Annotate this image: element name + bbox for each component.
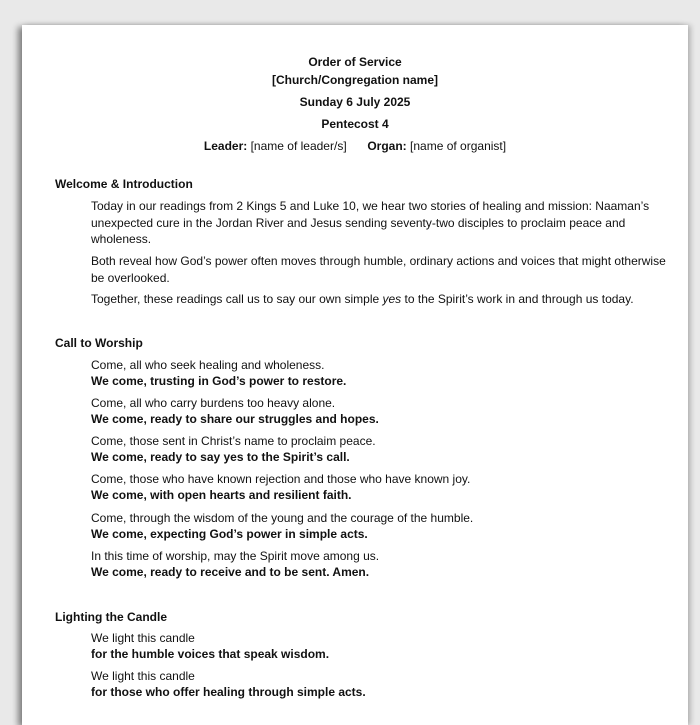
section-title-welcome: Welcome & Introduction xyxy=(55,177,193,191)
staff-line xyxy=(22,139,688,153)
leader-line: Come, those sent in Christ’s name to proclaim peace. xyxy=(91,434,376,448)
leader-line: In this time of worship, may the Spirit move among us. xyxy=(91,549,380,563)
people-response: We come, ready to receive and to be sent. Amen. xyxy=(91,565,370,579)
people-response: We come, with open hearts and resilient faith. xyxy=(91,488,352,502)
leader-value: [name of leader/s] xyxy=(250,139,347,153)
section-title-call-to-worship: Call to Worship xyxy=(55,336,143,350)
service-date: Sunday 6 July 2025 xyxy=(299,95,411,109)
welcome-p3-emphasis: yes xyxy=(382,292,402,306)
leader-line: We light this candle xyxy=(91,669,195,683)
document-page xyxy=(22,25,688,725)
people-response: We come, expecting God’s power in simple acts. xyxy=(91,527,368,541)
leader-line: Come, all who seek healing and wholeness. xyxy=(91,358,325,372)
welcome-paragraph-3 xyxy=(91,291,671,308)
leader-line: We light this candle xyxy=(91,631,195,645)
leader-line: Come, those who have known rejection and those who have known joy. xyxy=(91,472,471,486)
welcome-paragraph-1: Today in our readings from 2 Kings 5 and Luke 10, we hear two stories of healing and mission: Naaman’s unexpected cure in the Jordan River and Jesus sending seventy-two disciples to proclaim peace and wholeness. xyxy=(91,199,650,246)
welcome-paragraph-2: Both reveal how God’s power often moves through humble, ordinary actions and voices that might otherwise be overlooked. xyxy=(91,254,666,285)
leader-line: Come, through the wisdom of the young and the courage of the humble. xyxy=(91,511,474,525)
organ-value: [name of organist] xyxy=(410,139,507,153)
people-response: We come, trusting in God’s power to restore. xyxy=(91,374,347,388)
leader-line: Come, all who carry burdens too heavy alone. xyxy=(91,396,336,410)
welcome-p3-start: Together, these readings call us to say our own simple xyxy=(91,292,383,306)
organ-label: Organ: xyxy=(367,139,407,153)
doc-title: Order of Service xyxy=(308,55,402,69)
people-response: for the humble voices that speak wisdom. xyxy=(91,647,330,661)
people-response: We come, ready to say yes to the Spirit’s call. xyxy=(91,450,350,464)
leader-label: Leader: xyxy=(203,139,248,153)
occasion: Pentecost 4 xyxy=(321,117,389,131)
church-name: [Church/Congregation name] xyxy=(271,73,438,87)
welcome-p3-end: to the Spirit’s work in and through us today. xyxy=(401,292,634,306)
people-response: for those who offer healing through simple acts. xyxy=(91,685,366,699)
section-title-lighting-candle: Lighting the Candle xyxy=(55,610,167,624)
people-response: We come, ready to share our struggles and hopes. xyxy=(91,412,379,426)
